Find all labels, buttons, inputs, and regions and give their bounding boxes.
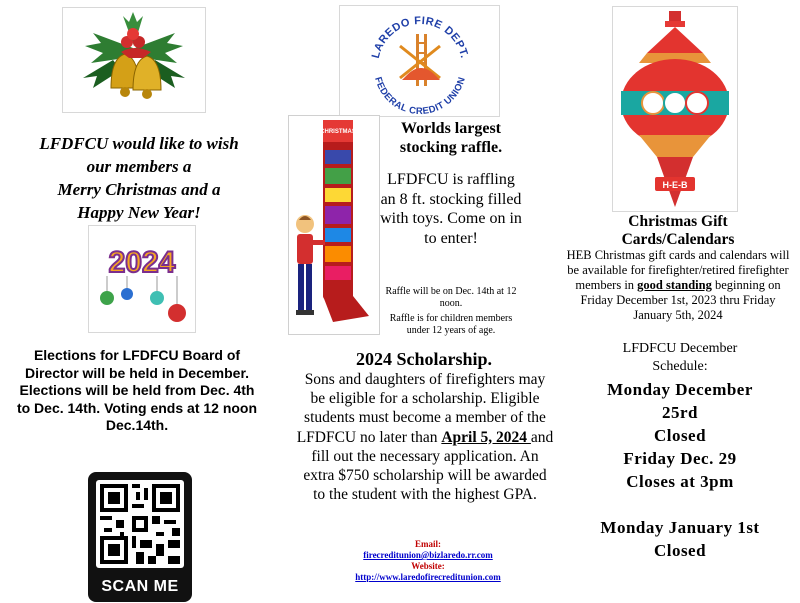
qr-code[interactable] — [88, 472, 192, 602]
website-label: Website: — [411, 561, 445, 571]
svg-text:FEDERAL CREDIT UNION — [372, 76, 468, 116]
qr-code-pattern — [96, 480, 184, 568]
fire-dept-logo-icon — [340, 6, 499, 116]
schedule-line-1: Monday December — [607, 380, 753, 399]
greeting-line-2: our members a — [86, 157, 192, 176]
holly-bells-icon — [63, 8, 205, 112]
logo-top-text: LAREDO FIRE DEPT. — [369, 14, 471, 60]
heb-ornament-image — [612, 6, 738, 212]
greeting-line-1: LFDFCU would like to wish — [39, 134, 239, 153]
greeting-line-4: Happy New Year! — [77, 203, 201, 222]
christmas-bells-image — [62, 7, 206, 113]
scholarship-text-2: and fill out the necessary application. An extra $750 scholarship will be awarded to the student with the highest GPA. — [303, 428, 554, 504]
year-badge: 2024 — [108, 246, 176, 279]
schedule-line-4: Friday Dec. 29 — [623, 449, 737, 468]
schedule-line-3: Closed — [653, 426, 707, 445]
holiday-greeting — [8, 132, 270, 224]
greeting-line-3: Merry Christmas and a — [57, 180, 221, 199]
ornament-brand: H-E-B — [662, 180, 688, 190]
gift-cards-description — [562, 248, 794, 323]
schedule-heading — [580, 340, 780, 376]
email-label: Email: — [415, 539, 441, 549]
schedule-line-6: Monday January 1st — [600, 518, 760, 537]
scholarship-description — [296, 370, 554, 504]
gift-cards-title — [586, 213, 770, 249]
gift-text-2: beginning on Friday December 1st, 2023 thru Friday January 5th, 2024 — [580, 278, 781, 322]
gift-title-line-2: Cards/Calendars — [621, 231, 735, 248]
contact-info — [320, 539, 536, 583]
scholarship-title: 2024 Scholarship. — [355, 349, 493, 369]
christmas-ornament-icon — [613, 7, 737, 211]
scan-me-label: SCAN ME — [101, 578, 179, 595]
email-link[interactable]: firecreditunion@bizlaredo.rr.com — [363, 550, 493, 560]
holiday-schedule — [572, 378, 788, 562]
schedule-line-7: Closed — [653, 541, 707, 560]
new-year-2024-image — [88, 225, 196, 333]
scholarship-text-1: Sons and daughters of firefighters may be eligible for a scholarship. Eligible students must become a member of the LFDFCU no later than — [296, 371, 546, 446]
schedule-spacer — [572, 493, 788, 516]
website-link[interactable]: http://www.laredofirecreditunion.com — [355, 572, 501, 582]
raffle-description: LFDFCU is raffling an 8 ft. stocking filled with toys. Come on in to enter! — [380, 171, 522, 247]
gift-title-line-1: Christmas Gift — [628, 213, 728, 230]
raffle-date: Raffle will be on Dec. 14th at 12 noon. — [385, 286, 517, 309]
schedule-line-2: 25rd — [662, 403, 698, 422]
schedule-label-line-1: LFDFCU December — [622, 341, 738, 356]
scholarship-deadline: April 5, 2024 — [441, 428, 531, 446]
good-standing-text: good standing — [637, 278, 712, 292]
gift-text-1: HEB Christmas gift cards and calendars will be available for firefighter/retired firefighter members in — [566, 248, 790, 292]
raffle-eligibility: Raffle is for children members under 12 years of age. — [389, 313, 513, 336]
raffle-title: Worlds largest stocking raffle. — [399, 120, 503, 156]
elections-notice: Elections for LFDFCU Board of Director will be held in December. Elections will be held from Dec. 4th to Dec. 14th. Voting ends at 12 noon Dec.14th. — [16, 347, 258, 433]
giant-stocking-icon — [289, 116, 379, 334]
schedule-label-line-2: Schedule: — [652, 359, 708, 374]
credit-union-logo — [339, 5, 500, 117]
stocking-label: CHRISTMAS — [320, 129, 356, 135]
stocking-photo — [288, 115, 380, 335]
logo-bottom-text: FEDERAL CREDIT UNION — [372, 75, 468, 116]
ornaments-2024-icon — [89, 226, 195, 332]
qr-pattern-icon — [96, 480, 184, 568]
schedule-line-5: Closes at 3pm — [626, 472, 734, 491]
